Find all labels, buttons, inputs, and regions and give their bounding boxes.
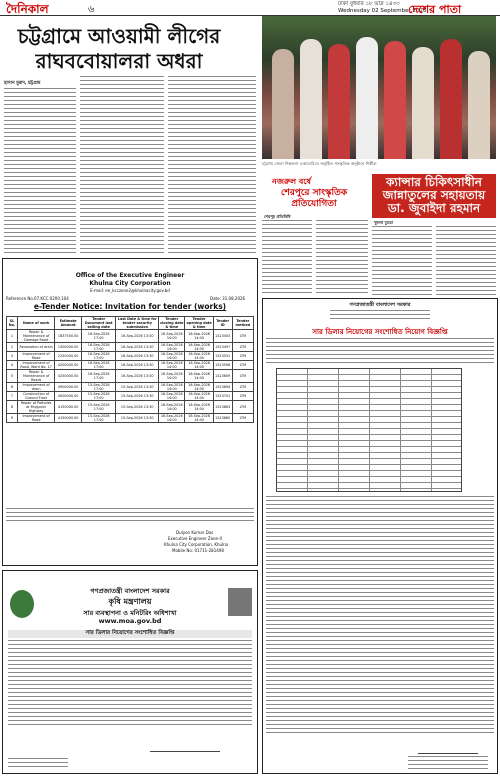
- table-cell: LTM: [232, 330, 253, 343]
- table-cell: 2250000.00: [55, 352, 82, 361]
- table-cell: 4900000.00: [55, 383, 82, 392]
- table-cell: 1323863: [213, 401, 232, 414]
- table-cell: 16-Sep-2026 14:00: [159, 383, 185, 392]
- table-cell: LTM: [232, 352, 253, 361]
- ministry-gov: গণপ্রজাতন্ত্রী বাংলাদেশ সরকার: [90, 587, 170, 595]
- ministry-name: কৃষি মন্ত্রণালয়: [108, 597, 152, 606]
- table-cell: 4250000.00: [55, 370, 82, 383]
- table-cell: 15-Sep-2026 17:00: [82, 401, 116, 414]
- table-cell: 16-Sep-2026 14:00: [159, 401, 185, 414]
- table-cell: Improvement of drain: [17, 383, 54, 392]
- table-cell: 15-Sep-2026 17:00: [82, 383, 116, 392]
- table-row: [7, 383, 254, 392]
- lead-body-col2: [80, 76, 164, 253]
- table-cell: LTM: [232, 414, 253, 423]
- table-cell: 16-Sep-2026 14:00: [159, 343, 185, 352]
- table-cell: 1323598: [213, 361, 232, 370]
- table-cell: 4: [7, 361, 18, 370]
- table-cell: 16-Sep-2026 13:30: [116, 330, 159, 343]
- table-cell: 1323701: [213, 392, 232, 401]
- table-cell: 1400000.00: [55, 343, 82, 352]
- tender-office: Office of the Executive Engineer: [75, 272, 185, 279]
- table-cell: 9: [7, 414, 18, 423]
- tender-signer-org: Khulna City Corporation, Khulna: [164, 542, 229, 547]
- tender-title: e-Tender Notice: Invitation for tender (works): [33, 302, 227, 311]
- table-cell: 16-Sep-2026 13:30: [116, 352, 159, 361]
- table-cell: Repair & Maintenance of Damage Road: [17, 330, 54, 343]
- tender-email: E-mail: ee_kcczone2@khulnacity.gov.bd: [90, 288, 170, 293]
- tender-column-header: Tender Document last selling date: [82, 317, 116, 330]
- table-cell: Improvement of Road, Ward No. 17: [17, 361, 54, 370]
- table-cell: 16-Sep-2026 14:00: [159, 370, 185, 383]
- ministry-signature: [150, 738, 220, 752]
- ministry-emblem-icon: [10, 590, 34, 618]
- table-cell: 16-Sep-2026 14:00: [185, 383, 213, 392]
- ministry-body: [8, 640, 252, 726]
- tender-table-wrap: [6, 316, 254, 423]
- leader-portrait: [228, 588, 252, 616]
- table-cell: 4200000.00: [55, 361, 82, 370]
- date-bangla: ঢাকা বুধবার ১৮ ভাদ্র ১৪৩৩: [338, 1, 400, 7]
- table-cell: 4150000.00: [55, 401, 82, 414]
- tender-table: [6, 316, 254, 423]
- table-cell: 16-Sep-2026 14:00: [185, 352, 213, 361]
- table-cell: 16-Sep-2026 17:00: [82, 343, 116, 352]
- table-cell: 6: [7, 383, 18, 392]
- section-name: দেশের পাতা: [408, 3, 462, 16]
- tender-column-header: Last Date & time for tender security submission: [117, 317, 157, 329]
- table-cell: 16-Sep-2026 14:00: [185, 392, 213, 401]
- table-cell: Improvement of Road: [17, 352, 54, 361]
- lead-body-col3: [168, 76, 256, 253]
- table-cell: 16-Sep-2026 17:00: [82, 361, 116, 370]
- table-cell: 1323497: [213, 343, 232, 352]
- table-row: [7, 361, 254, 370]
- table-cell: 2: [7, 343, 18, 352]
- tender-column-header: Tender ID: [213, 317, 232, 330]
- tender-column-header: SL No.: [7, 317, 18, 330]
- tender-signer-title: Executive Engineer Zone-II: [168, 536, 222, 541]
- recruit-header-lines: [330, 310, 430, 322]
- table-cell: 15-Sep-2026 13:30: [116, 414, 159, 423]
- help-body-col2: [436, 226, 496, 296]
- table-cell: 16-Sep-2026 14:00: [159, 392, 185, 401]
- table-cell: LTM: [232, 343, 253, 352]
- table-cell: 16-Sep-2026 14:00: [159, 330, 185, 343]
- table-cell: 16-Sep-2026 13:30: [116, 361, 159, 370]
- tender-signer: Dulyon Kumar Das: [176, 530, 214, 535]
- table-cell: 16-Sep-2026 14:00: [185, 343, 213, 352]
- culture-kicker: নজরুল বর্ষে: [272, 177, 311, 186]
- recruit-body: [266, 496, 494, 734]
- tender-column-header: Estimate Amount: [55, 317, 82, 330]
- culture-headline: শেরপুরে সাংস্কৃতিক প্রতিযোগিতা: [280, 188, 348, 209]
- tender-signer-mobile: Mobile No: 01711-281498: [172, 548, 224, 553]
- cultural-event-photo: [262, 16, 496, 159]
- table-cell: 1: [7, 330, 18, 343]
- tender-column-header: Tender closing date & time: [160, 317, 184, 329]
- table-cell: 1323880: [213, 414, 232, 423]
- table-cell: 16-Sep-2026 14:00: [159, 414, 185, 423]
- table-cell: 16-Sep-2026 14:00: [185, 361, 213, 370]
- table-cell: 3: [7, 352, 18, 361]
- date-english: Wednesday 02 September 2026: [338, 8, 427, 14]
- table-cell: 1323403: [213, 330, 232, 343]
- table-cell: Improvement of Road: [17, 414, 54, 423]
- table-row: [7, 330, 254, 343]
- table-cell: 15-Sep-2026 13:30: [116, 383, 159, 392]
- tender-column-header: Name of work: [17, 317, 54, 330]
- table-row: [7, 392, 254, 401]
- table-row: [7, 414, 254, 423]
- tender-date: Date: 31.08.2026: [210, 296, 246, 301]
- table-cell: 16-Sep-2026 17:00: [82, 352, 116, 361]
- tender-column-header: Tender opening date & time: [186, 317, 212, 329]
- table-cell: Renovation of drain: [17, 343, 54, 352]
- table-cell: 16-Sep-2026 13:30: [116, 370, 159, 383]
- culture-byline: শেরপুর প্রতিনিধি: [264, 214, 291, 219]
- tender-org: Khulna City Corporation: [89, 280, 171, 287]
- table-cell: 16-Sep-2026 14:00: [185, 330, 213, 343]
- table-row: [7, 352, 254, 361]
- table-cell: LTM: [232, 383, 253, 392]
- ministry-title: সার ডিলার নিয়োগের সংশোধিত বিজ্ঞপ্তি: [8, 630, 252, 638]
- tender-terms: [6, 508, 254, 524]
- help-byline: খুলনা ব্যুরো: [374, 220, 393, 225]
- culture-body-col1: [262, 220, 312, 296]
- table-row: [7, 401, 254, 414]
- page-number: ৬: [88, 4, 95, 15]
- table-cell: 15-Sep-2026 13:30: [116, 401, 159, 414]
- table-cell: 16-Sep-2026 14:00: [185, 414, 213, 423]
- table-cell: 4150000.00: [55, 414, 82, 423]
- newspaper-logo: দৈনিকাল: [6, 2, 49, 16]
- table-cell: Repair of Potholes at Mujgunni Highway: [17, 401, 54, 414]
- recruit-title: সার ডিলার নিয়োগের সংশোধিত নিয়োগ বিজ্ঞপ্তি: [312, 328, 448, 336]
- table-cell: 1323609: [213, 370, 232, 383]
- lead-byline: হাসান মুরাদ, চট্টগ্রাম: [4, 81, 41, 86]
- table-cell: 16-Sep-2026 17:00: [82, 370, 116, 383]
- table-cell: 7: [7, 392, 18, 401]
- table-cell: 15-Sep-2026 13:30: [116, 392, 159, 401]
- recruit-signature: [418, 740, 478, 754]
- table-cell: 8: [7, 401, 18, 414]
- table-cell: Repair & Maintenance of Roads: [17, 370, 54, 383]
- table-cell: 15-Sep-2026 17:00: [82, 392, 116, 401]
- table-cell: 16-Sep-2026 13:30: [116, 343, 159, 352]
- ministry-web: www.moa.gov.bd: [98, 617, 162, 625]
- recruit-intro: [266, 338, 494, 364]
- help-body-col1: [372, 226, 432, 296]
- table-cell: 15-Sep-2026 17:00: [82, 414, 116, 423]
- lead-headline: চট্টগ্রামে আওয়ামী লীগের রাঘববোয়ালরা অধরা: [17, 24, 221, 73]
- recruit-table: [276, 368, 462, 492]
- tender-column-header: Tender method: [232, 317, 253, 330]
- recruit-gov: গণপ্রজাতন্ত্রী বাংলাদেশ সরকার: [349, 302, 411, 308]
- table-cell: 4000000.00: [55, 392, 82, 401]
- table-cell: LTM: [232, 370, 253, 383]
- table-cell: 5: [7, 370, 18, 383]
- tender-memo: Reference No.07.KCC.0200.104: [6, 296, 69, 301]
- recruit-signer-block: [408, 756, 488, 770]
- table-cell: 1837500.00: [55, 330, 82, 343]
- table-cell: 16-Sep-2026 14:00: [159, 352, 185, 361]
- ministry-wing: সার ব্যবস্থাপনা ও মনিটরিং অধিশাখা: [83, 609, 177, 617]
- help-headline: ক্যান্সার চিকিৎসাধীন জান্নাতুলের সহায়তায় ডা. জুবাইদা রহমান: [372, 174, 496, 218]
- table-cell: 16-Sep-2026 14:00: [159, 361, 185, 370]
- table-cell: LTM: [232, 392, 253, 401]
- tender-table-header: [7, 317, 254, 330]
- table-cell: 16-Sep-2026 14:00: [185, 370, 213, 383]
- table-cell: Construction of Ground Floor: [17, 392, 54, 401]
- table-cell: 1323694: [213, 383, 232, 392]
- tender-table-body: [7, 330, 254, 423]
- table-row: [7, 370, 254, 383]
- culture-body-col2: [316, 220, 368, 296]
- table-cell: LTM: [232, 361, 253, 370]
- table-cell: LTM: [232, 401, 253, 414]
- ministry-footer: [8, 758, 68, 768]
- table-cell: 16-Sep-2026 17:00: [82, 330, 116, 343]
- table-cell: 16-Sep-2026 14:00: [185, 401, 213, 414]
- lead-body-col1: [4, 88, 76, 253]
- photo-caption: চট্টগ্রাম জেলা শিল্পকলা একাডেমিতে অনুষ্ঠিত সাংস্কৃতিক অনুষ্ঠানে শিল্পীরা: [262, 161, 377, 166]
- table-cell: 1323531: [213, 352, 232, 361]
- table-row: [7, 343, 254, 352]
